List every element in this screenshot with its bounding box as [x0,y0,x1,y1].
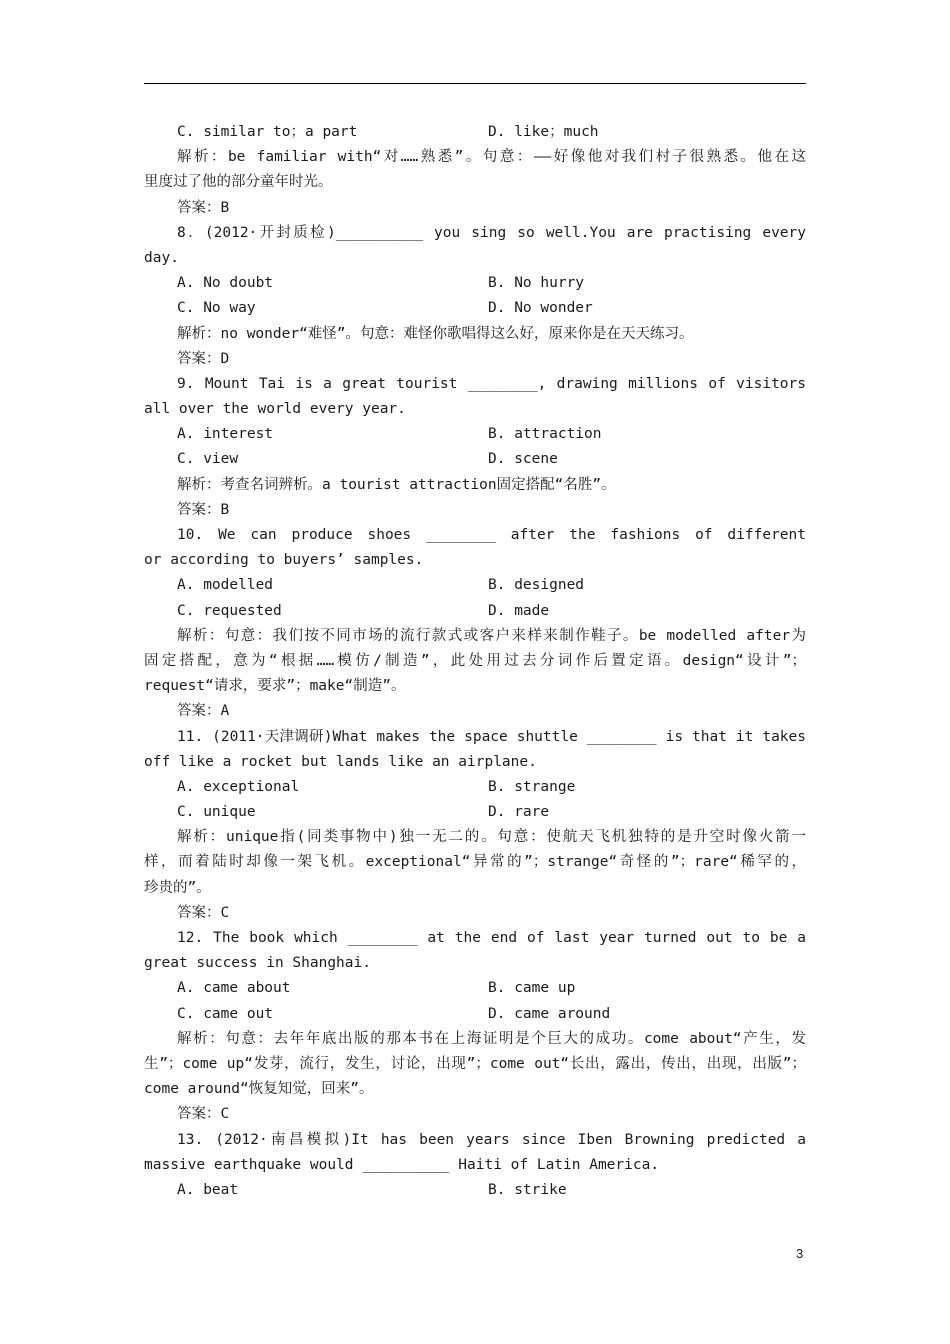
option-left: C. unique [177,804,256,821]
option-right: B. came up [488,980,576,997]
text-line: 里度过了他的部分童年时光。 [144,174,333,191]
option-right: B. designed [488,577,585,594]
option-row [144,447,806,472]
text-line: day. [144,249,179,266]
option-row [144,422,806,447]
option-left: C. similar to；a part [177,124,358,140]
option-right: B. strike [488,1181,567,1198]
option-right: D. rare [488,804,550,821]
option-right: D. No wonder [488,300,593,317]
option-right: D. scene [488,451,558,468]
option-right: B. No hurry [488,275,585,292]
option-row [144,120,806,145]
option-row [144,1002,806,1027]
text-line: 13. (2012·南昌模拟)It has been years since Iben Browning predicted a [177,1131,806,1148]
text-line: 解析：unique指(同类事物中)独一无二的。句意：使航天飞机独特的是升空时像火箭一 [177,829,806,846]
text-line: 答案：B [177,501,230,518]
text-line: 解析：be familiar with“对……熟悉”。句意：——好像他对我们村子很熟悉。他在这 [177,149,806,166]
page-content [144,120,806,1203]
option-row [144,775,806,800]
text-line: 答案：D [177,350,230,367]
text-line: 12. The book which ________ at the end of last year turned out to be a [177,930,806,946]
option-right: D. came around [488,1005,611,1022]
text-line: 固定搭配，意为“根据……模仿/制造”，此处用过去分词作后置定语。design“设计”； [144,652,806,669]
text-line: request“请求，要求”；make“制造”。 [144,678,406,695]
option-left: C. No way [177,300,256,317]
text-line: 答案：C [177,904,230,921]
text-line: 珍贵的”。 [144,879,211,896]
text-line: come around“恢复知觉，回来”。 [144,1081,374,1098]
text-line: 答案：C [177,1106,230,1123]
option-row [144,573,806,598]
text-line: great success in Shanghai. [144,955,371,972]
option-row [144,296,806,321]
option-right: D. made [488,602,550,619]
option-left: A. exceptional [177,778,300,795]
header-rule [144,83,806,84]
option-row [144,271,806,296]
text-line: 9. Mount Tai is a great tourist ________, drawing millions of visitors [177,375,806,392]
text-line: 11. (2011·天津调研)What makes the space shuttle ________ is that it takes [177,728,806,745]
text-line: 生”；come up“发芽，流行，发生，讨论，出现”；come out“长出，露出，传出，出现，出版”； [144,1055,806,1072]
text-line: massive earthquake would __________ Haiti of Latin America. [144,1156,660,1173]
text-line: 解析：考查名词辨析。a tourist attraction固定搭配“名胜”。 [177,476,616,493]
option-row [144,800,806,825]
option-row [144,976,806,1001]
option-right: B. strange [488,778,576,795]
option-left: C. view [177,451,239,468]
page-number: 3 [796,1246,804,1261]
option-right: B. attraction [488,426,602,443]
option-row [144,599,806,624]
option-left: A. modelled [177,577,274,594]
text-line: 10. We can produce shoes ________ after the fashions of different [177,527,806,543]
text-line: off like a rocket but lands like an airplane. [144,753,537,770]
text-line: 8．(2012·开封质检)__________ you sing so well.You are practising every [177,224,806,241]
option-left: A. interest [177,426,274,443]
text-line: 解析：句意：去年年底出版的那本书在上海证明是个巨大的成功。come about“产生，发 [177,1030,806,1047]
text-line: 解析：no wonder“难怪”。句意：难怪你歌唱得这么好，原来你是在天天练习。 [177,325,694,342]
option-left: A. No doubt [177,275,274,292]
text-line: 样，而着陆时却像一架飞机。exceptional“异常的”；strange“奇怪的”；rare“稀罕的， [144,854,806,871]
option-left: C. came out [177,1005,274,1022]
text-line: all over the world every year. [144,401,406,418]
option-left: A. beat [177,1181,239,1198]
option-right: D. like；much [488,124,599,140]
option-left: A. came about [177,980,291,997]
text-line: or according to buyers’ samples. [144,552,424,569]
option-left: C. requested [177,602,282,619]
text-line: 答案：B [177,199,230,216]
text-line: 解析：句意：我们按不同市场的流行款式或客户来样来制作鞋子。be modelled after为 [177,627,806,644]
option-row [144,1178,806,1203]
text-line: 答案：A [177,703,230,720]
